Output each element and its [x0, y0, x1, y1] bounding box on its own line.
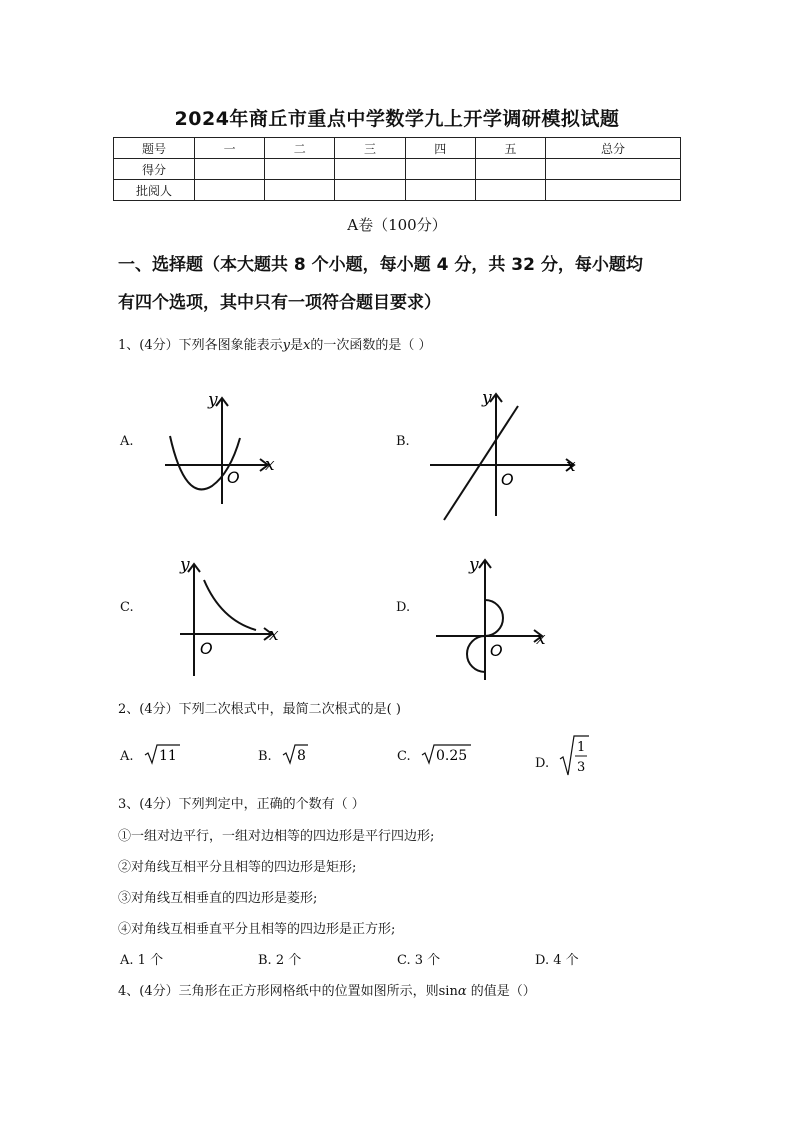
table-cell: 得分: [114, 159, 195, 180]
section-title: A卷（100分）: [347, 216, 447, 234]
radicand: 0.25: [435, 748, 467, 764]
sqrt-symbol: [282, 743, 308, 765]
axis-x-label: x: [269, 625, 279, 645]
option-label: B.: [258, 953, 272, 968]
table-cell: 三: [335, 138, 405, 159]
q1-option-c-label: C.: [120, 600, 134, 615]
numerator: 1: [577, 740, 586, 755]
table-cell: 二: [265, 138, 335, 159]
option-text: 1 个: [137, 953, 164, 968]
q2-option-a: [120, 743, 180, 765]
q1-graph-d: [432, 552, 552, 682]
q3-option-b: [258, 949, 301, 968]
table-row: [114, 159, 681, 180]
q4-func: sin: [438, 984, 458, 999]
question-3-stem: 3、(4分）下列判定中，正确的个数有（ ）: [118, 797, 365, 812]
table-row: [114, 180, 681, 201]
option-text: 4 个: [553, 953, 579, 968]
table-cell: 五: [475, 138, 545, 159]
q4-var: α: [457, 984, 467, 999]
q1-suffix: 的一次函数的是（ ）: [310, 338, 432, 353]
radicand: 8: [296, 748, 306, 764]
option-label: C.: [397, 953, 411, 968]
q2-option-c: [397, 743, 471, 765]
q1-graph-c: [176, 552, 286, 678]
axis-y-label: y: [208, 390, 218, 410]
q1-graph-b: [426, 388, 586, 523]
axis-x-label: x: [536, 629, 546, 649]
origin-label: O: [490, 641, 503, 660]
table-cell: [546, 180, 681, 201]
q1-prefix: 1、(4分）下列各图象能表示: [118, 338, 283, 353]
q2-option-d: [535, 735, 589, 777]
option-label: D.: [535, 953, 550, 968]
table-cell: 题号: [114, 138, 195, 159]
option-label: B.: [258, 749, 272, 764]
table-cell: [265, 180, 335, 201]
table-cell: [475, 180, 545, 201]
q4-suffix: 的值是（）: [466, 984, 536, 999]
q1-option-d-label: D.: [396, 600, 411, 615]
origin-label: O: [200, 639, 213, 658]
option-text: 3 个: [414, 953, 441, 968]
axis-y-label: y: [482, 388, 492, 408]
axis-y-label: y: [180, 555, 190, 575]
origin-label: O: [501, 470, 514, 489]
question-1-stem: [118, 334, 431, 353]
part-heading-line2: 有四个选项，其中只有一项符合题目要求）: [118, 293, 441, 313]
axis-x-label: x: [566, 456, 576, 476]
q3-option-c: [397, 949, 440, 968]
q1-option-b-label: B.: [396, 434, 410, 449]
option-label: D.: [535, 756, 550, 771]
radicand: 11: [158, 748, 177, 764]
table-cell: [265, 159, 335, 180]
table-cell: [475, 159, 545, 180]
option-label: A.: [120, 749, 134, 764]
q3-option-d: [535, 949, 579, 968]
q1-var-x: x: [303, 338, 311, 353]
q3-statement: ④对角线互相垂直平分且相等的四边形是正方形;: [118, 922, 396, 937]
table-cell: [546, 159, 681, 180]
table-row: [114, 138, 681, 159]
q1-option-a-label: A.: [120, 434, 134, 449]
table-cell: 总分: [546, 138, 681, 159]
denominator: 3: [577, 760, 586, 775]
q1-var-y: y: [282, 338, 290, 353]
axis-x-label: x: [265, 455, 275, 475]
table-cell: [335, 159, 405, 180]
sqrt-symbol: [559, 735, 589, 777]
table-cell: [195, 159, 265, 180]
option-label: C.: [397, 749, 411, 764]
table-cell: [335, 180, 405, 201]
table-cell: [195, 180, 265, 201]
q3-statement: ③对角线互相垂直的四边形是菱形;: [118, 891, 318, 906]
table-cell: [405, 180, 475, 201]
option-label: A.: [120, 953, 134, 968]
q1-mid: 是: [289, 338, 303, 353]
q3-option-a: [120, 949, 163, 968]
table-cell: 批阅人: [114, 180, 195, 201]
score-table: [113, 137, 681, 201]
sqrt-symbol: [144, 743, 180, 765]
question-2-stem: 2、(4分）下列二次根式中，最简二次根式的是( ): [118, 702, 401, 717]
q3-statement: ②对角线互相平分且相等的四边形是矩形;: [118, 860, 357, 875]
part-heading-line1: 一、选择题（本大题共 8 个小题，每小题 4 分，共 32 分，每小题均: [118, 255, 643, 275]
exam-title: 2024年商丘市重点中学数学九上开学调研模拟试题: [174, 108, 620, 130]
origin-label: O: [227, 468, 240, 487]
option-text: 2 个: [275, 953, 302, 968]
q2-option-b: [258, 743, 308, 765]
table-cell: 四: [405, 138, 475, 159]
table-cell: 一: [195, 138, 265, 159]
table-cell: [405, 159, 475, 180]
axis-y-label: y: [469, 555, 479, 575]
q3-statement: ①一组对边平行，一组对边相等的四边形是平行四边形;: [118, 829, 435, 844]
q1-graph-a: [160, 388, 280, 506]
q4-prefix: 4、(4分）三角形在正方形网格纸中的位置如图所示，则: [118, 984, 439, 999]
question-4-stem: [118, 980, 536, 999]
sqrt-symbol: [421, 743, 471, 765]
